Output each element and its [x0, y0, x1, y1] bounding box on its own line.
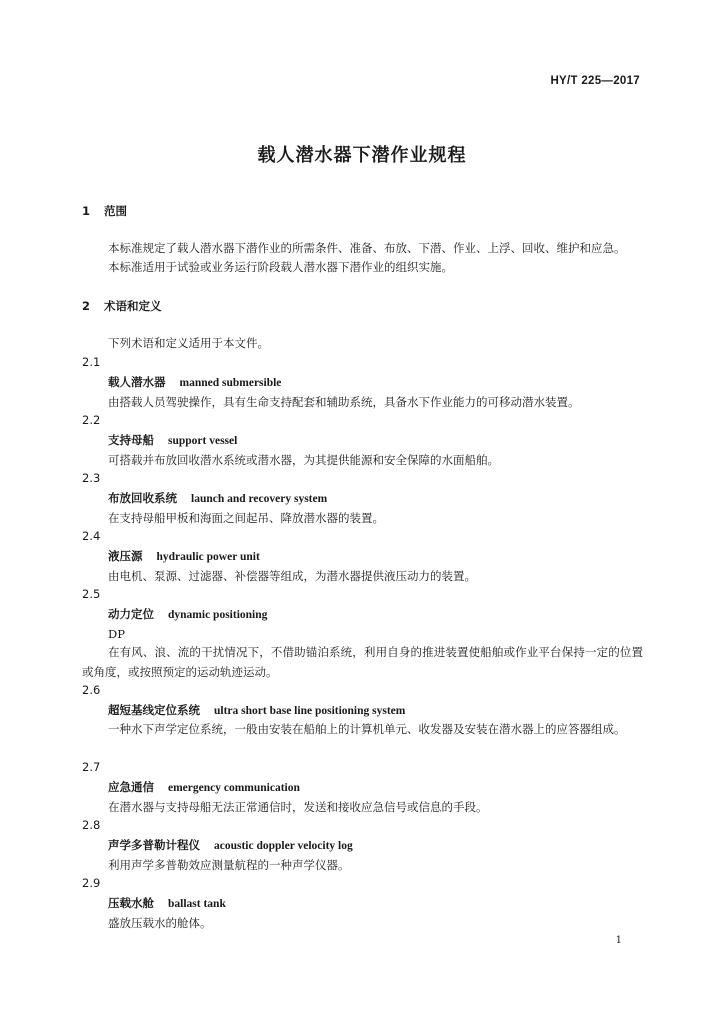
- term-number: 2.4: [82, 529, 101, 543]
- section-heading-scope: [82, 203, 127, 219]
- term-number: 2.2: [82, 413, 101, 427]
- term-number: 2.8: [82, 818, 101, 832]
- term-number: 2.1: [82, 355, 101, 369]
- term-number: 2.5: [82, 587, 101, 601]
- term-en: launch and recovery system: [191, 493, 328, 505]
- section-heading-terms: [82, 298, 162, 314]
- term-zh: 超短基线定位系统: [108, 703, 200, 717]
- term-definition: 在有风、浪、流的干扰情况下，不借助锚泊系统，利用自身的推进装置使船舶或作业平台保持一定的位置或角度，或按照预定的运动轨迹运动。: [82, 645, 643, 679]
- term-zh: 压载水舱: [108, 896, 154, 910]
- section-number: 1: [82, 204, 91, 218]
- term-en: ballast tank: [168, 898, 226, 910]
- term-zh: 布放回收系统: [108, 491, 177, 505]
- term-definition: 利用声学多普勒效应测量航程的一种声学仪器。: [108, 858, 350, 872]
- term-name: [108, 548, 260, 564]
- document-title: 载人潜水器下潜作业规程: [257, 145, 467, 166]
- section-title: 范围: [104, 204, 127, 218]
- term-name: [108, 702, 405, 718]
- page-number: 1: [615, 935, 622, 946]
- term-en: manned submersible: [179, 377, 282, 389]
- terms-intro: 下列术语和定义适用于本文件。: [108, 336, 269, 350]
- term-definition: 一种水下声学定位系统，一般由安装在船舶上的计算机单元、收发器及安装在潜水器上的应答器组成。: [108, 722, 626, 736]
- term-zh: 支持母船: [108, 433, 154, 447]
- term-name: [108, 374, 281, 390]
- term-zh: 液压源: [108, 549, 143, 563]
- term-name: [108, 895, 226, 911]
- term-definition: 由搭载人员驾驶操作，具有生命支持配套和辅助系统，具备水下作业能力的可移动潜水装置。: [108, 395, 580, 409]
- scope-paragraph-2: 本标准适用于试验或业务运行阶段载人潜水器下潜作业的组织实施。: [108, 260, 453, 274]
- term-number: 2.7: [82, 760, 101, 774]
- term-name: [108, 606, 267, 622]
- term-en: hydraulic power unit: [156, 551, 260, 563]
- term-en: acoustic doppler velocity log: [214, 840, 353, 852]
- section-number: 2: [82, 299, 91, 313]
- term-number: 2.9: [82, 876, 101, 890]
- term-definition: 盛放压载水的舱体。: [108, 916, 212, 930]
- term-en: emergency communication: [168, 782, 300, 794]
- term-name: [108, 837, 353, 853]
- term-en: dynamic positioning: [168, 609, 268, 621]
- term-abbreviation: DP: [108, 627, 125, 641]
- term-zh: 动力定位: [108, 607, 154, 621]
- term-definition: 由电机、泵源、过滤器、补偿器等组成，为潜水器提供液压动力的装置。: [108, 569, 476, 583]
- term-zh: 载人潜水器: [108, 375, 166, 389]
- term-definition: 在潜水器与支持母船无法正常通信时，发送和接收应急信号或信息的手段。: [108, 800, 488, 814]
- term-definition: 可搭载并布放回收潜水系统或潜水器，为其提供能源和安全保障的水面船舶。: [108, 453, 499, 467]
- term-name: [108, 779, 300, 795]
- term-en: ultra short base line positioning system: [214, 705, 406, 717]
- term-zh: 应急通信: [108, 780, 154, 794]
- term-definition: 在支持母船甲板和海面之间起吊、降放潜水器的装置。: [108, 511, 384, 525]
- term-number: 2.3: [82, 471, 101, 485]
- section-title: 术语和定义: [104, 299, 162, 313]
- term-en: support vessel: [168, 435, 238, 447]
- scope-paragraph-1: 本标准规定了载人潜水器下潜作业的所需条件、准备、布放、下潜、作业、上浮、回收、维护和应急。: [108, 241, 626, 255]
- term-number: 2.6: [82, 683, 101, 697]
- term-name: [108, 490, 327, 506]
- term-zh: 声学多普勒计程仪: [108, 838, 200, 852]
- term-name: [108, 432, 237, 448]
- standard-code: HY/T 225—2017: [550, 75, 640, 87]
